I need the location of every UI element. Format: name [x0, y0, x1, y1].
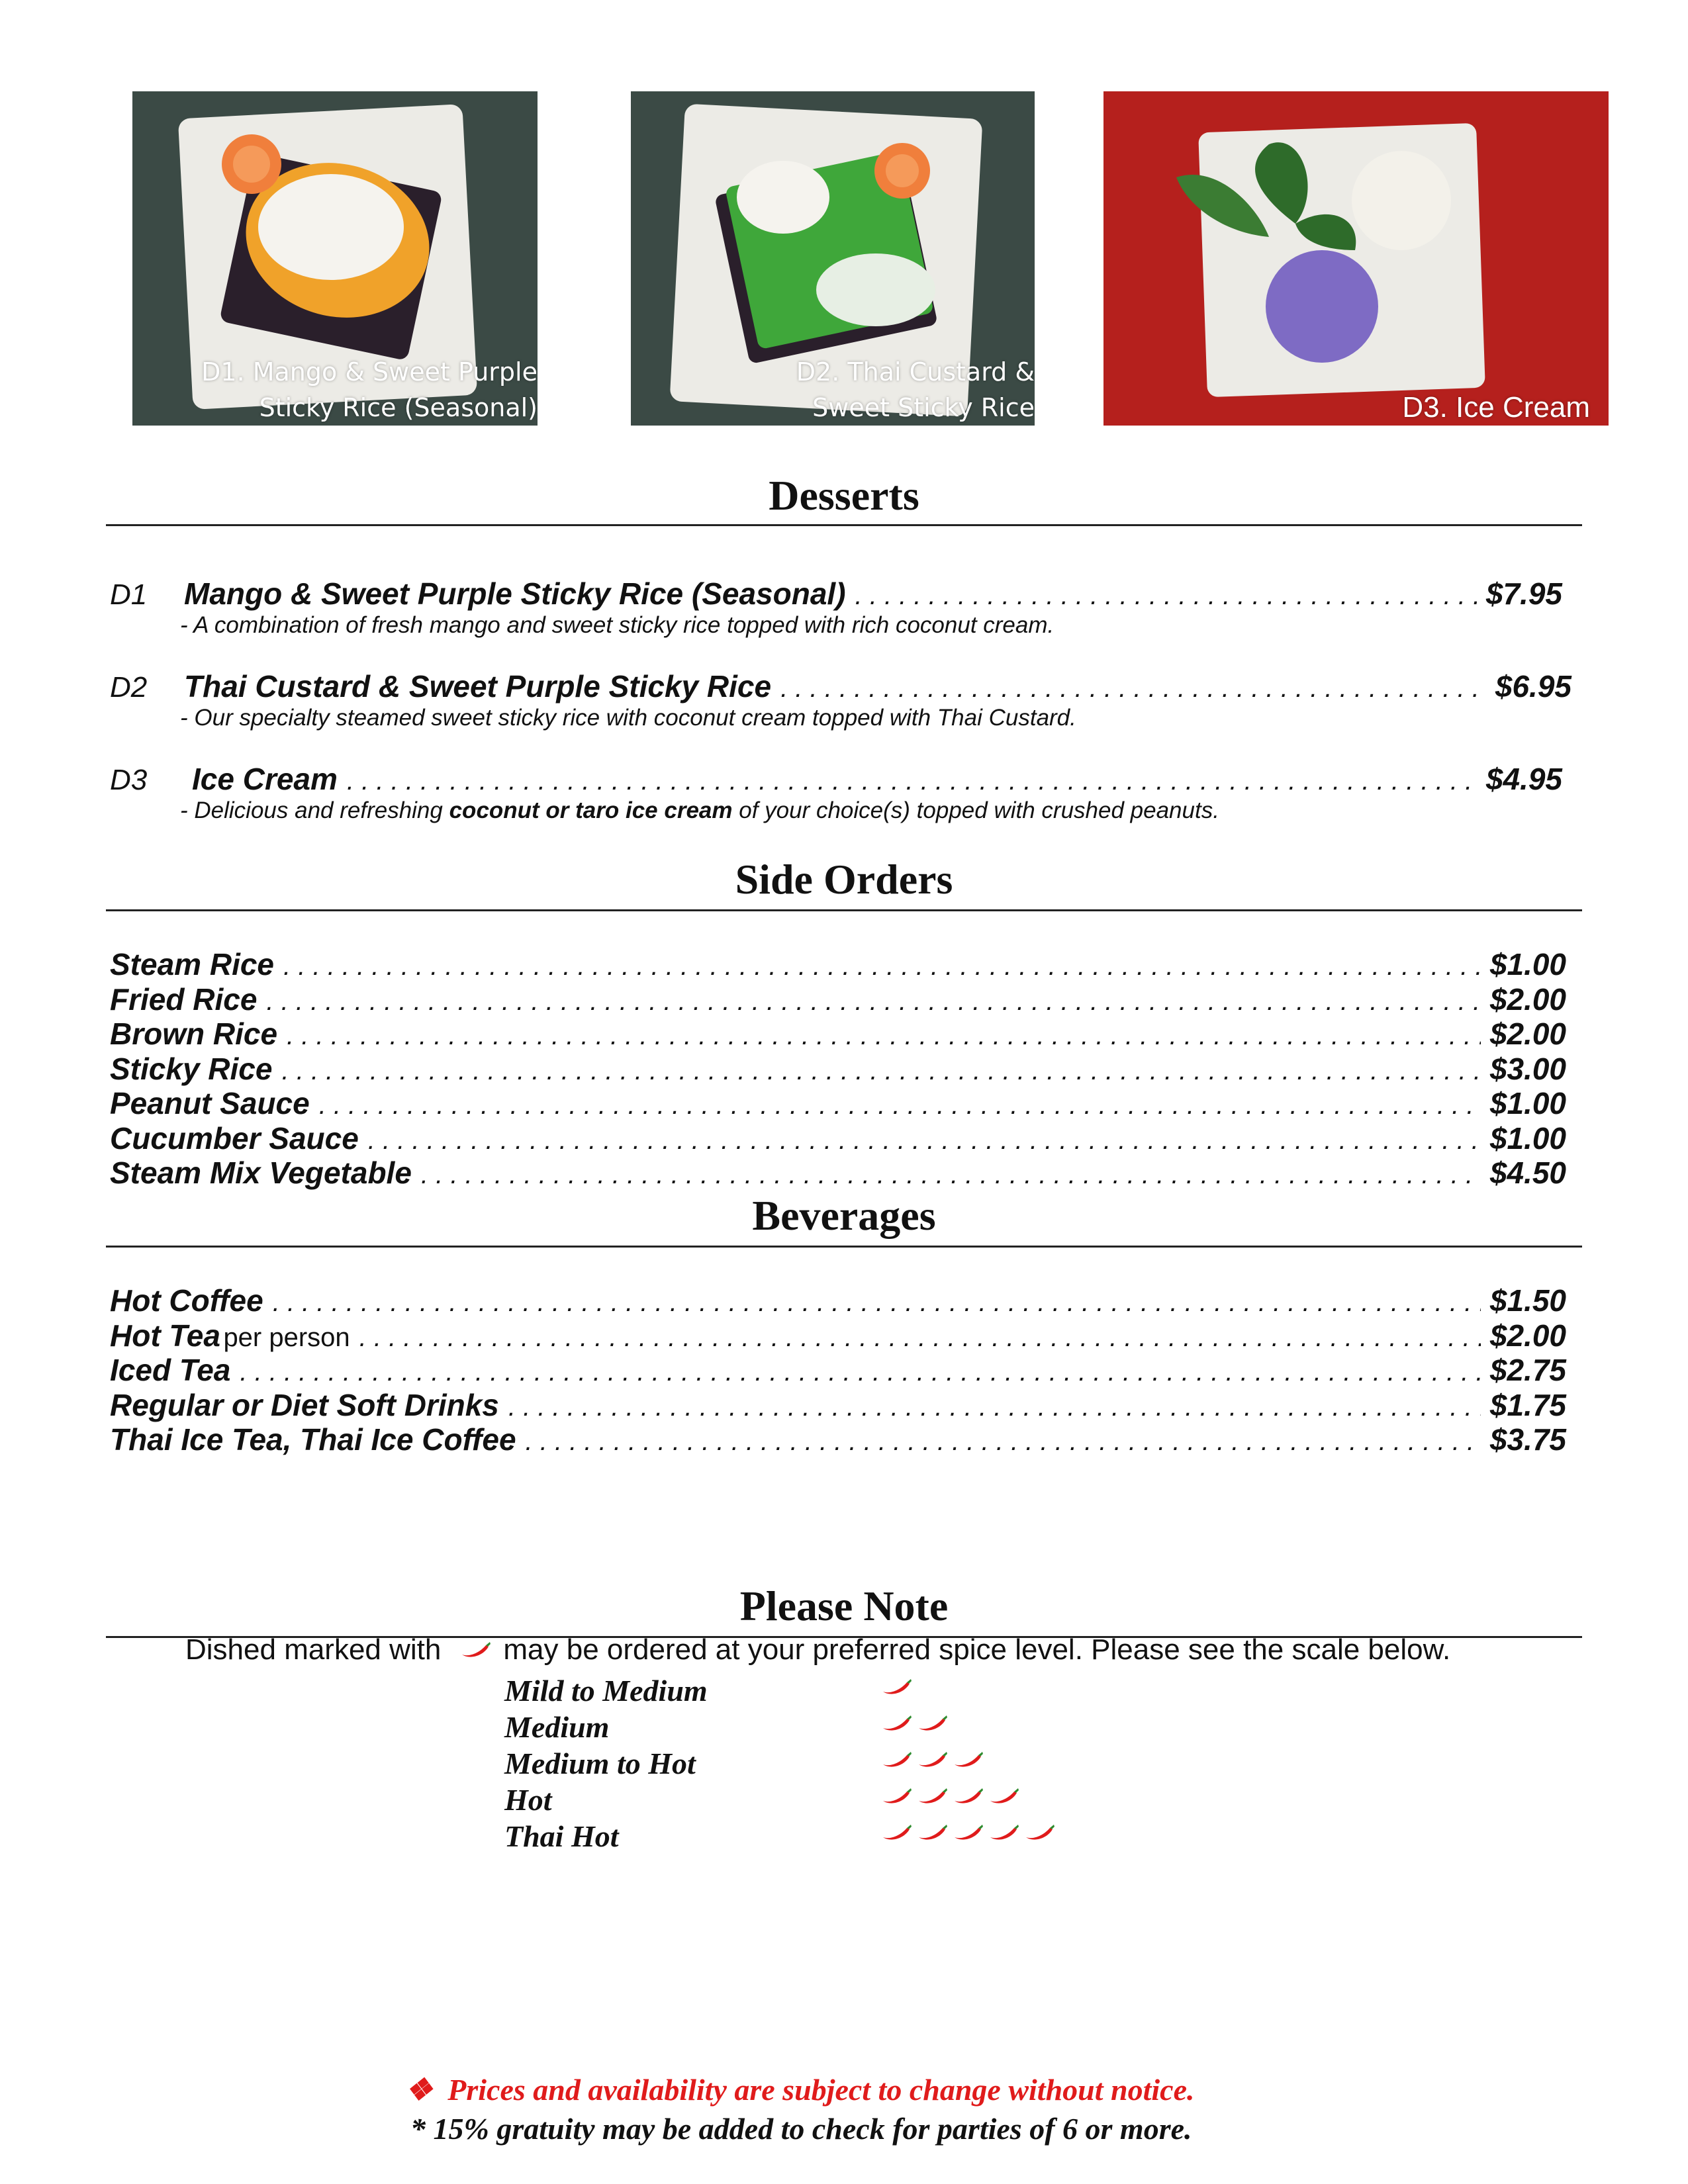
chili-pepper-icon	[880, 1750, 912, 1770]
desserts-divider	[106, 524, 1582, 526]
item-note: per person	[223, 1322, 350, 1352]
item-price: $4.95	[1485, 762, 1562, 796]
item-name: Ice Cream	[192, 762, 338, 796]
photo-caption-d3: D3. Ice Cream	[1402, 391, 1590, 424]
chili-pepper-icon	[988, 1786, 1019, 1806]
dessert-item-d1	[110, 576, 1562, 612]
please-note-title: Please Note	[739, 1582, 949, 1629]
spice-level-label: Mild to Medium	[504, 1674, 708, 1707]
item-name: Steam Rice	[110, 947, 275, 981]
dot-leader	[359, 1323, 1481, 1353]
item-price: $2.00	[1489, 1318, 1566, 1353]
chili-pepper-icon	[880, 1677, 912, 1697]
item-code: D2	[110, 671, 148, 704]
dot-leader	[266, 987, 1480, 1017]
item-name: Peanut Sauce	[110, 1086, 310, 1120]
desserts-title: Desserts	[769, 472, 919, 519]
spice-level-chilis	[880, 1677, 916, 1704]
dot-leader	[287, 1021, 1481, 1051]
dessert-description-d1: - A combination of fresh mango and sweet sticky rice topped with rich coconut cream.	[180, 612, 1055, 638]
spice-level-chilis	[880, 1713, 952, 1740]
dot-leader	[240, 1357, 1480, 1387]
dot-leader	[273, 1288, 1481, 1318]
item-price: $2.75	[1489, 1353, 1566, 1387]
beverage-item	[110, 1387, 1566, 1422]
item-price: $1.00	[1489, 1120, 1566, 1156]
dot-leader	[283, 952, 1481, 981]
photo-custard-sticky-rice	[631, 91, 1035, 426]
item-name: Iced Tea	[110, 1353, 231, 1387]
side-order-item	[110, 1155, 1566, 1189]
beverage-item	[110, 1283, 1566, 1317]
chili-pepper-icon	[952, 1823, 984, 1843]
spice-level-chilis	[880, 1823, 1059, 1849]
spice-level-label: Hot	[504, 1783, 552, 1817]
beverage-item	[110, 1352, 1566, 1387]
side-orders-title: Side Orders	[735, 856, 953, 903]
item-price: $2.00	[1489, 1017, 1566, 1051]
chili-pepper-icon	[880, 1786, 912, 1806]
chili-pepper-icon	[459, 1640, 491, 1660]
bullet-icon: ❖	[405, 2073, 433, 2107]
dot-leader	[508, 1392, 1481, 1422]
photo-mango-sticky-rice	[132, 91, 538, 426]
dessert-item-d2	[110, 668, 1571, 704]
item-price: $1.00	[1489, 947, 1566, 981]
chili-pepper-icon	[952, 1786, 984, 1806]
gratuity-notice: * 15% gratuity may be added to check for parties of 6 or more.	[410, 2112, 1192, 2146]
side-order-item	[110, 1120, 1566, 1155]
side-order-item	[110, 1016, 1566, 1050]
chili-pepper-icon	[988, 1823, 1019, 1843]
item-price: $1.50	[1489, 1283, 1566, 1318]
chili-pepper-icon	[916, 1750, 948, 1770]
chili-pepper-icon	[916, 1786, 948, 1806]
spice-level-label: Medium to Hot	[504, 1747, 696, 1780]
spice-note: Dished marked with may be ordered at your preferred spice level. Please see the scale below.	[185, 1633, 1451, 1666]
item-price: $4.50	[1489, 1156, 1566, 1190]
dessert-description-d3: - Delicious and refreshing coconut or taro ice cream of your choice(s) topped with crushed peanuts.	[180, 797, 1219, 823]
item-name: Thai Custard & Sweet Purple Sticky Rice	[184, 669, 772, 704]
item-name: Regular or Diet Soft Drinks	[110, 1387, 499, 1422]
item-name: Sticky Rice	[110, 1051, 273, 1086]
spice-level-chilis	[880, 1786, 1023, 1813]
spice-level-label: Thai Hot	[504, 1819, 619, 1853]
dessert-item-d3	[110, 761, 1562, 797]
dot-leader	[347, 766, 1477, 796]
dot-leader	[319, 1091, 1481, 1120]
beverages-title: Beverages	[752, 1192, 936, 1239]
chili-pepper-icon	[916, 1823, 948, 1843]
dot-leader	[855, 581, 1477, 611]
side-orders-divider	[106, 909, 1582, 911]
dot-leader	[780, 674, 1486, 704]
item-price: $1.75	[1489, 1387, 1566, 1422]
item-code: D1	[110, 578, 148, 611]
prices-notice: ❖ Prices and availability are subject to change without notice.	[405, 2073, 1195, 2107]
item-price: $7.95	[1485, 576, 1562, 611]
beverage-item	[110, 1318, 1566, 1352]
photo-ice-cream	[1103, 91, 1609, 426]
item-name: Hot Coffee	[110, 1283, 263, 1318]
spice-level-chilis	[880, 1750, 988, 1776]
side-order-item	[110, 1051, 1566, 1085]
chili-pepper-icon	[916, 1713, 948, 1733]
item-price: $6.95	[1495, 669, 1571, 704]
spice-level-label: Medium	[504, 1710, 610, 1744]
item-name: Mango & Sweet Purple Sticky Rice (Seasonal)	[184, 576, 846, 611]
item-name: Fried Rice	[110, 981, 258, 1017]
item-name: Cucumber Sauce	[110, 1120, 359, 1156]
item-name: Steam Mix Vegetable	[110, 1156, 412, 1190]
dot-leader	[368, 1126, 1481, 1156]
side-order-item	[110, 946, 1566, 981]
photo-caption-d2: D2. Thai Custard & Sweet Sticky Rice	[796, 357, 1035, 422]
beverage-item	[110, 1422, 1566, 1456]
chili-pepper-icon	[880, 1713, 912, 1733]
item-name: Brown Rice	[110, 1017, 278, 1051]
beverages-divider	[106, 1246, 1582, 1248]
dot-leader	[526, 1427, 1481, 1457]
dot-leader	[421, 1160, 1481, 1190]
chili-pepper-icon	[952, 1750, 984, 1770]
chili-pepper-icon	[880, 1823, 912, 1843]
photo-caption-d1: D1. Mango & Sweet Purple Sticky Rice (Seasonal)	[201, 357, 538, 422]
item-name: Hot Tea	[110, 1318, 220, 1353]
side-order-item	[110, 1085, 1566, 1120]
chili-pepper-icon	[1023, 1823, 1055, 1843]
dessert-description-d2: - Our specialty steamed sweet sticky rice with coconut cream topped with Thai Custard.	[180, 705, 1076, 731]
item-price: $3.00	[1489, 1051, 1566, 1086]
item-code: D3	[110, 764, 148, 796]
item-name: Thai Ice Tea, Thai Ice Coffee	[110, 1422, 516, 1457]
item-price: $1.00	[1489, 1086, 1566, 1120]
side-order-item	[110, 981, 1566, 1016]
dot-leader	[281, 1056, 1480, 1086]
item-price: $2.00	[1489, 981, 1566, 1017]
item-price: $3.75	[1489, 1422, 1566, 1457]
